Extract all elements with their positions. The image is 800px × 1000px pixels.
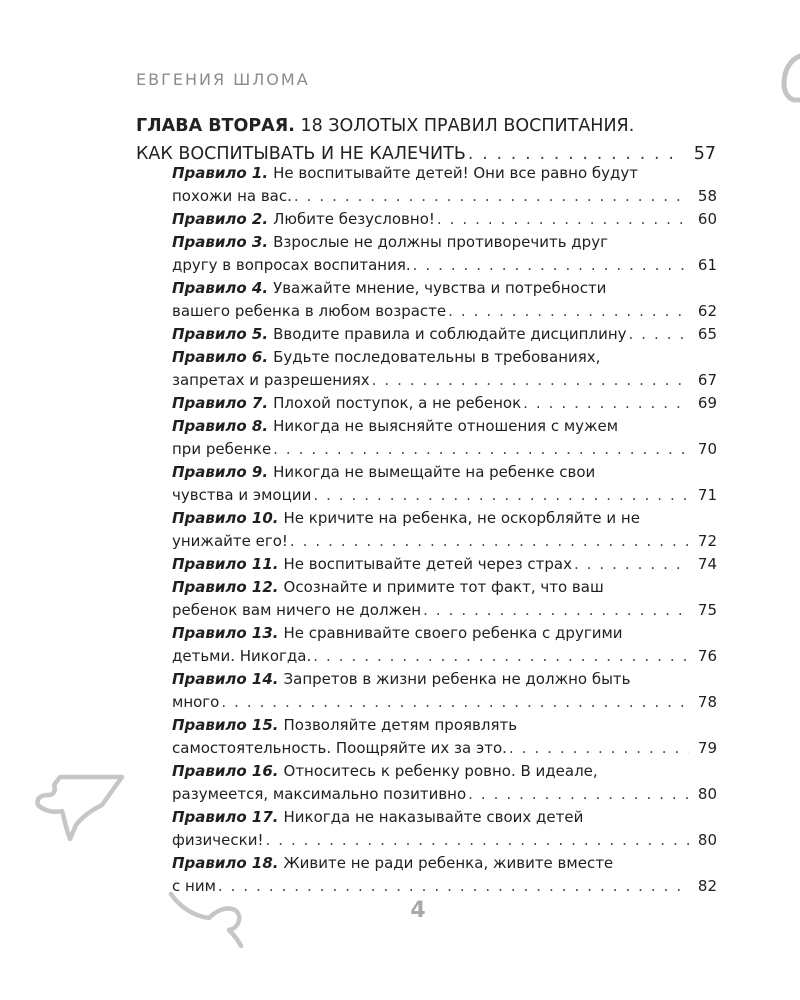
rule-label: Правило 7. bbox=[172, 394, 269, 412]
author-header: ЕВГЕНИЯ ШЛОМА bbox=[136, 70, 310, 89]
rule-page-number: 80 bbox=[697, 831, 717, 849]
rule-title-line1: Не воспитывайте детей через страх bbox=[283, 555, 572, 573]
toc-entry-rule-13[interactable] bbox=[172, 622, 717, 668]
toc-entry-rule-5[interactable] bbox=[172, 323, 717, 346]
toc-entry-rule-6[interactable] bbox=[172, 346, 717, 392]
rule-title-line1: Не сравнивайте своего ребенка с другими bbox=[283, 624, 623, 642]
toc-entry-rule-12[interactable] bbox=[172, 576, 717, 622]
leader-dots bbox=[265, 829, 689, 852]
leader-dots bbox=[221, 691, 689, 714]
rule-label: Правило 13. bbox=[172, 624, 279, 642]
toc-entry-rule-10[interactable] bbox=[172, 507, 717, 553]
leader-dots bbox=[574, 553, 689, 576]
rule-title-line2: при ребенке bbox=[172, 440, 272, 458]
chapter-page-number: 57 bbox=[693, 144, 716, 164]
leader-dots bbox=[294, 185, 689, 208]
leader-dots bbox=[313, 645, 689, 668]
rule-title-line2: самостоятельность. Поощряйте их за это. bbox=[172, 739, 507, 757]
rule-title-line1: Живите не ради ребенка, живите вместе bbox=[283, 854, 614, 872]
toc-entry-rule-3[interactable] bbox=[172, 231, 717, 277]
toc-entry-rule-7[interactable] bbox=[172, 392, 717, 415]
toc-entry-rule-11[interactable] bbox=[172, 553, 717, 576]
chapter-title-line bbox=[136, 112, 716, 140]
leader-dots bbox=[629, 323, 689, 346]
rule-label: Правило 2. bbox=[172, 210, 269, 228]
toc-entry-rule-9[interactable] bbox=[172, 461, 717, 507]
rule-page-number: 67 bbox=[697, 371, 717, 389]
puzzle-decoration-left-icon bbox=[30, 765, 130, 845]
rule-label: Правило 9. bbox=[172, 463, 269, 481]
rule-page-number: 60 bbox=[697, 210, 717, 228]
page-number: 4 bbox=[410, 898, 426, 923]
rule-page-number: 76 bbox=[697, 647, 717, 665]
leader-dots bbox=[290, 530, 689, 553]
toc-entry-rule-17[interactable] bbox=[172, 806, 717, 852]
rule-page-number: 80 bbox=[697, 785, 717, 803]
toc-entry-rule-8[interactable] bbox=[172, 415, 717, 461]
rule-title-line2: много bbox=[172, 693, 220, 711]
rule-page-number: 65 bbox=[697, 325, 717, 343]
rule-title-line2: физически! bbox=[172, 831, 264, 849]
rule-title-line2: другу в вопросах воспитания. bbox=[172, 256, 411, 274]
rule-page-number: 75 bbox=[697, 601, 717, 619]
rule-page-number: 61 bbox=[697, 256, 717, 274]
rule-title-line1: Запретов в жизни ребенка не должно быть bbox=[283, 670, 631, 688]
rule-label: Правило 6. bbox=[172, 348, 269, 366]
rule-title-line2: унижайте его! bbox=[172, 532, 288, 550]
rule-label: Правило 1. bbox=[172, 164, 269, 182]
leader-dots bbox=[218, 875, 689, 898]
chapter-heading: ГЛАВА ВТОРАЯ. bbox=[136, 116, 295, 136]
rule-title-line1: Никогда не наказывайте своих детей bbox=[283, 808, 584, 826]
rule-title-line1: Любите безусловно! bbox=[273, 210, 435, 228]
rule-label: Правило 17. bbox=[172, 808, 279, 826]
leader-dots bbox=[423, 599, 689, 622]
toc-entry-rule-4[interactable] bbox=[172, 277, 717, 323]
rule-title-line2: чувства и эмоции bbox=[172, 486, 312, 504]
toc-entry-rule-1[interactable] bbox=[172, 162, 717, 208]
rule-page-number: 79 bbox=[697, 739, 717, 757]
rule-page-number: 72 bbox=[697, 532, 717, 550]
rule-title-line2: похожи на вас. bbox=[172, 187, 292, 205]
rule-title-line1: Не кричите на ребенка, не оскорбляйте и не bbox=[283, 509, 640, 527]
puzzle-decoration-top-right-icon bbox=[770, 40, 800, 120]
rule-label: Правило 11. bbox=[172, 555, 279, 573]
rule-label: Правило 14. bbox=[172, 670, 279, 688]
toc-entry-rule-15[interactable] bbox=[172, 714, 717, 760]
toc-entry-rule-18[interactable] bbox=[172, 852, 717, 898]
rule-title-line2: разумеется, максимально позитивно bbox=[172, 785, 467, 803]
chapter-title-line2: КАК ВОСПИТЫВАТЬ И НЕ КАЛЕЧИТЬ bbox=[136, 144, 466, 164]
rule-page-number: 62 bbox=[697, 302, 717, 320]
rule-label: Правило 18. bbox=[172, 854, 279, 872]
rule-title-line1: Уважайте мнение, чувства и потребности bbox=[273, 279, 607, 297]
rule-page-number: 69 bbox=[697, 394, 717, 412]
rule-label: Правило 8. bbox=[172, 417, 269, 435]
toc-entry-rule-14[interactable] bbox=[172, 668, 717, 714]
rule-label: Правило 4. bbox=[172, 279, 269, 297]
rule-page-number: 78 bbox=[697, 693, 717, 711]
toc-entry-rule-16[interactable] bbox=[172, 760, 717, 806]
rule-label: Правило 10. bbox=[172, 509, 279, 527]
rule-label: Правило 16. bbox=[172, 762, 279, 780]
rule-title-line1: Взрослые не должны противоречить друг bbox=[273, 233, 608, 251]
leader-dots bbox=[523, 392, 689, 415]
leader-dots bbox=[273, 438, 689, 461]
rule-title-line1: Осознайте и примите тот факт, что ваш bbox=[283, 578, 604, 596]
rule-title-line1: Позволяйте детям проявлять bbox=[283, 716, 518, 734]
rule-title-line1: Никогда не выясняйте отношения с мужем bbox=[273, 417, 619, 435]
rule-page-number: 71 bbox=[697, 486, 717, 504]
rule-title-line1: Относитесь к ребенку ровно. В идеале, bbox=[283, 762, 598, 780]
leader-dots bbox=[448, 300, 689, 323]
leader-dots bbox=[468, 783, 689, 806]
chapter-title-line1: 18 ЗОЛОТЫХ ПРАВИЛ ВОСПИТАНИЯ. bbox=[300, 116, 635, 136]
rule-title-line2: вашего ребенка в любом возрасте bbox=[172, 302, 447, 320]
leader-dots bbox=[437, 208, 689, 231]
rule-label: Правило 12. bbox=[172, 578, 279, 596]
rule-label: Правило 5. bbox=[172, 325, 269, 343]
rule-page-number: 74 bbox=[697, 555, 717, 573]
leader-dots bbox=[313, 484, 689, 507]
leader-dots bbox=[509, 737, 689, 760]
rule-title-line1: Вводите правила и соблюдайте дисциплину bbox=[273, 325, 627, 343]
leader-dots bbox=[413, 254, 689, 277]
rule-title-line1: Плохой поступок, а не ребенок bbox=[273, 394, 522, 412]
chapter-entry[interactable] bbox=[136, 112, 716, 168]
rule-title-line1: Никогда не вымещайте на ребенке свои bbox=[273, 463, 596, 481]
rule-page-number: 70 bbox=[697, 440, 717, 458]
rule-title-line2: с ним bbox=[172, 877, 216, 895]
rule-title-line2: детьми. Никогда. bbox=[172, 647, 312, 665]
rule-label: Правило 3. bbox=[172, 233, 269, 251]
rule-title-line1: Не воспитывайте детей! Они все равно будут bbox=[273, 164, 638, 182]
toc-entry-rule-2[interactable] bbox=[172, 208, 717, 231]
rule-title-line2: ребенок вам ничего не должен bbox=[172, 601, 422, 619]
rule-page-number: 82 bbox=[697, 877, 717, 895]
rule-title-line2: запретах и разрешениях bbox=[172, 371, 370, 389]
rule-title-line1: Будьте последовательны в требованиях, bbox=[273, 348, 601, 366]
rule-label: Правило 15. bbox=[172, 716, 279, 734]
rule-page-number: 58 bbox=[697, 187, 717, 205]
leader-dots bbox=[372, 369, 689, 392]
